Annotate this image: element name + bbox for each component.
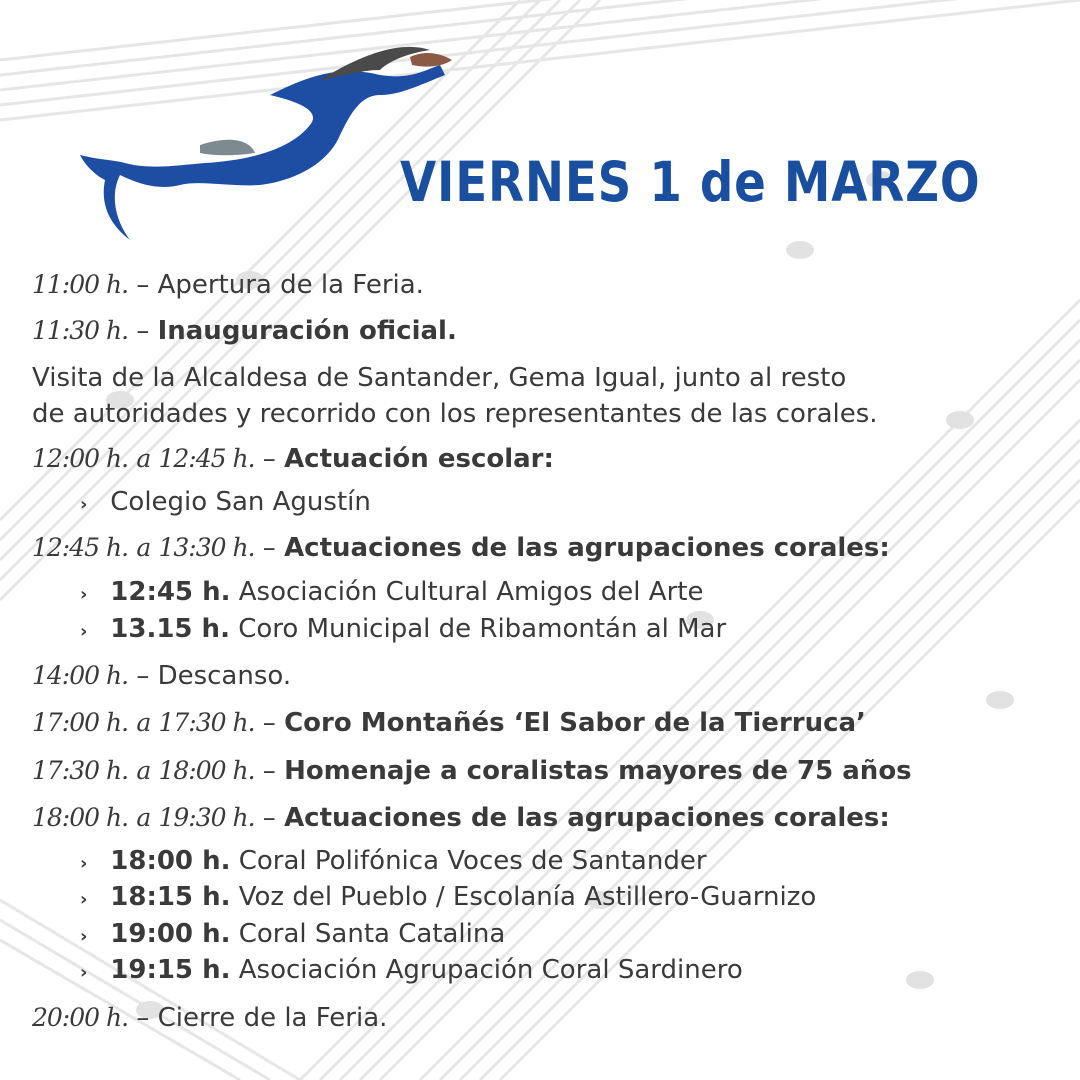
schedule-item bbox=[32, 533, 890, 563]
time-label: 14:00 h. bbox=[32, 661, 129, 690]
range-sep: a bbox=[136, 708, 151, 737]
dash: – bbox=[262, 803, 285, 833]
time-label-end: 12:45 h. bbox=[158, 444, 255, 473]
time-label: 17:30 h. bbox=[32, 756, 129, 785]
range-sep: a bbox=[136, 756, 151, 785]
item-text: Asociación Cultural Amigos del Arte bbox=[238, 577, 704, 607]
sub-time: 19:00 h. bbox=[110, 919, 231, 949]
dash: – bbox=[262, 708, 285, 738]
sub-time: 18:15 h. bbox=[110, 882, 231, 912]
dash: – bbox=[136, 661, 158, 691]
dash: – bbox=[136, 316, 158, 346]
time-label-end: 19:30 h. bbox=[158, 803, 255, 832]
dash: – bbox=[262, 444, 285, 474]
sub-item bbox=[80, 846, 707, 879]
item-text: Voz del Pueblo / Escolanía Astillero-Guarnizo bbox=[238, 882, 817, 912]
range-sep: a bbox=[136, 803, 151, 832]
item-text: Actuaciones de las agrupaciones corales: bbox=[284, 533, 890, 563]
time-label: 20:00 h. bbox=[32, 1003, 129, 1032]
chevron-right-icon: › bbox=[80, 962, 88, 983]
dash: – bbox=[136, 1003, 158, 1033]
item-text: Coro Montañés ‘El Sabor de la Tierruca’ bbox=[284, 708, 866, 738]
item-text: Asociación Agrupación Coral Sardinero bbox=[238, 955, 743, 985]
chevron-right-icon: › bbox=[80, 889, 88, 910]
time-label: 18:00 h. bbox=[32, 803, 129, 832]
time-label-end: 18:00 h. bbox=[158, 756, 255, 785]
schedule-item bbox=[32, 803, 890, 833]
description-line: de autoridades y recorrido con los representantes de las corales. bbox=[32, 399, 878, 429]
item-text: Coral Santa Catalina bbox=[238, 919, 506, 949]
sub-time: 18:00 h. bbox=[110, 846, 231, 876]
time-label: 11:00 h. bbox=[32, 270, 129, 299]
dash: – bbox=[262, 756, 285, 786]
sub-item bbox=[80, 487, 371, 520]
item-text: Descanso. bbox=[157, 661, 292, 691]
schedule-item bbox=[32, 661, 291, 691]
item-text: Colegio San Agustín bbox=[110, 487, 371, 517]
chevron-right-icon: › bbox=[80, 494, 88, 515]
item-text: Cierre de la Feria. bbox=[157, 1003, 388, 1033]
item-text: Coro Municipal de Ribamontán al Mar bbox=[238, 614, 727, 644]
sub-item bbox=[80, 955, 743, 988]
schedule-item bbox=[32, 756, 912, 786]
sub-item bbox=[80, 577, 703, 610]
chevron-right-icon: › bbox=[80, 584, 88, 605]
schedule-item bbox=[32, 708, 866, 738]
time-label: 17:00 h. bbox=[32, 708, 129, 737]
sub-time: 13.15 h. bbox=[110, 614, 230, 644]
dash: – bbox=[262, 533, 285, 563]
sub-item bbox=[80, 919, 505, 952]
page-title: VIERNES 1 de MARZO bbox=[400, 150, 981, 214]
time-label: 11:30 h. bbox=[32, 316, 129, 345]
range-sep: a bbox=[136, 444, 151, 473]
schedule-item bbox=[32, 270, 424, 300]
schedule-item bbox=[32, 316, 457, 346]
dash: – bbox=[136, 270, 158, 300]
item-text: Homenaje a coralistas mayores de 75 años bbox=[284, 756, 912, 786]
sub-time: 19:15 h. bbox=[110, 955, 231, 985]
sub-item bbox=[80, 614, 726, 647]
time-label: 12:45 h. bbox=[32, 533, 129, 562]
sub-time: 12:45 h. bbox=[110, 577, 231, 607]
time-label-end: 17:30 h. bbox=[158, 708, 255, 737]
chevron-right-icon: › bbox=[80, 621, 88, 642]
item-text: Apertura de la Feria. bbox=[157, 270, 424, 300]
item-text: Inauguración oficial. bbox=[157, 316, 457, 346]
item-text: Coral Polifónica Voces de Santander bbox=[238, 846, 707, 876]
description-line: Visita de la Alcaldesa de Santander, Gema Igual, junto al resto bbox=[32, 363, 847, 393]
time-label: 12:00 h. bbox=[32, 444, 129, 473]
range-sep: a bbox=[136, 533, 151, 562]
time-label-end: 13:30 h. bbox=[158, 533, 255, 562]
sub-item bbox=[80, 882, 816, 915]
item-text: Actuaciones de las agrupaciones corales: bbox=[284, 803, 890, 833]
schedule-item bbox=[32, 444, 554, 474]
chevron-right-icon: › bbox=[80, 926, 88, 947]
item-text: Actuación escolar: bbox=[284, 444, 554, 474]
schedule-item bbox=[32, 1003, 387, 1033]
mermaid-illustration bbox=[80, 35, 460, 250]
chevron-right-icon: › bbox=[80, 853, 88, 874]
